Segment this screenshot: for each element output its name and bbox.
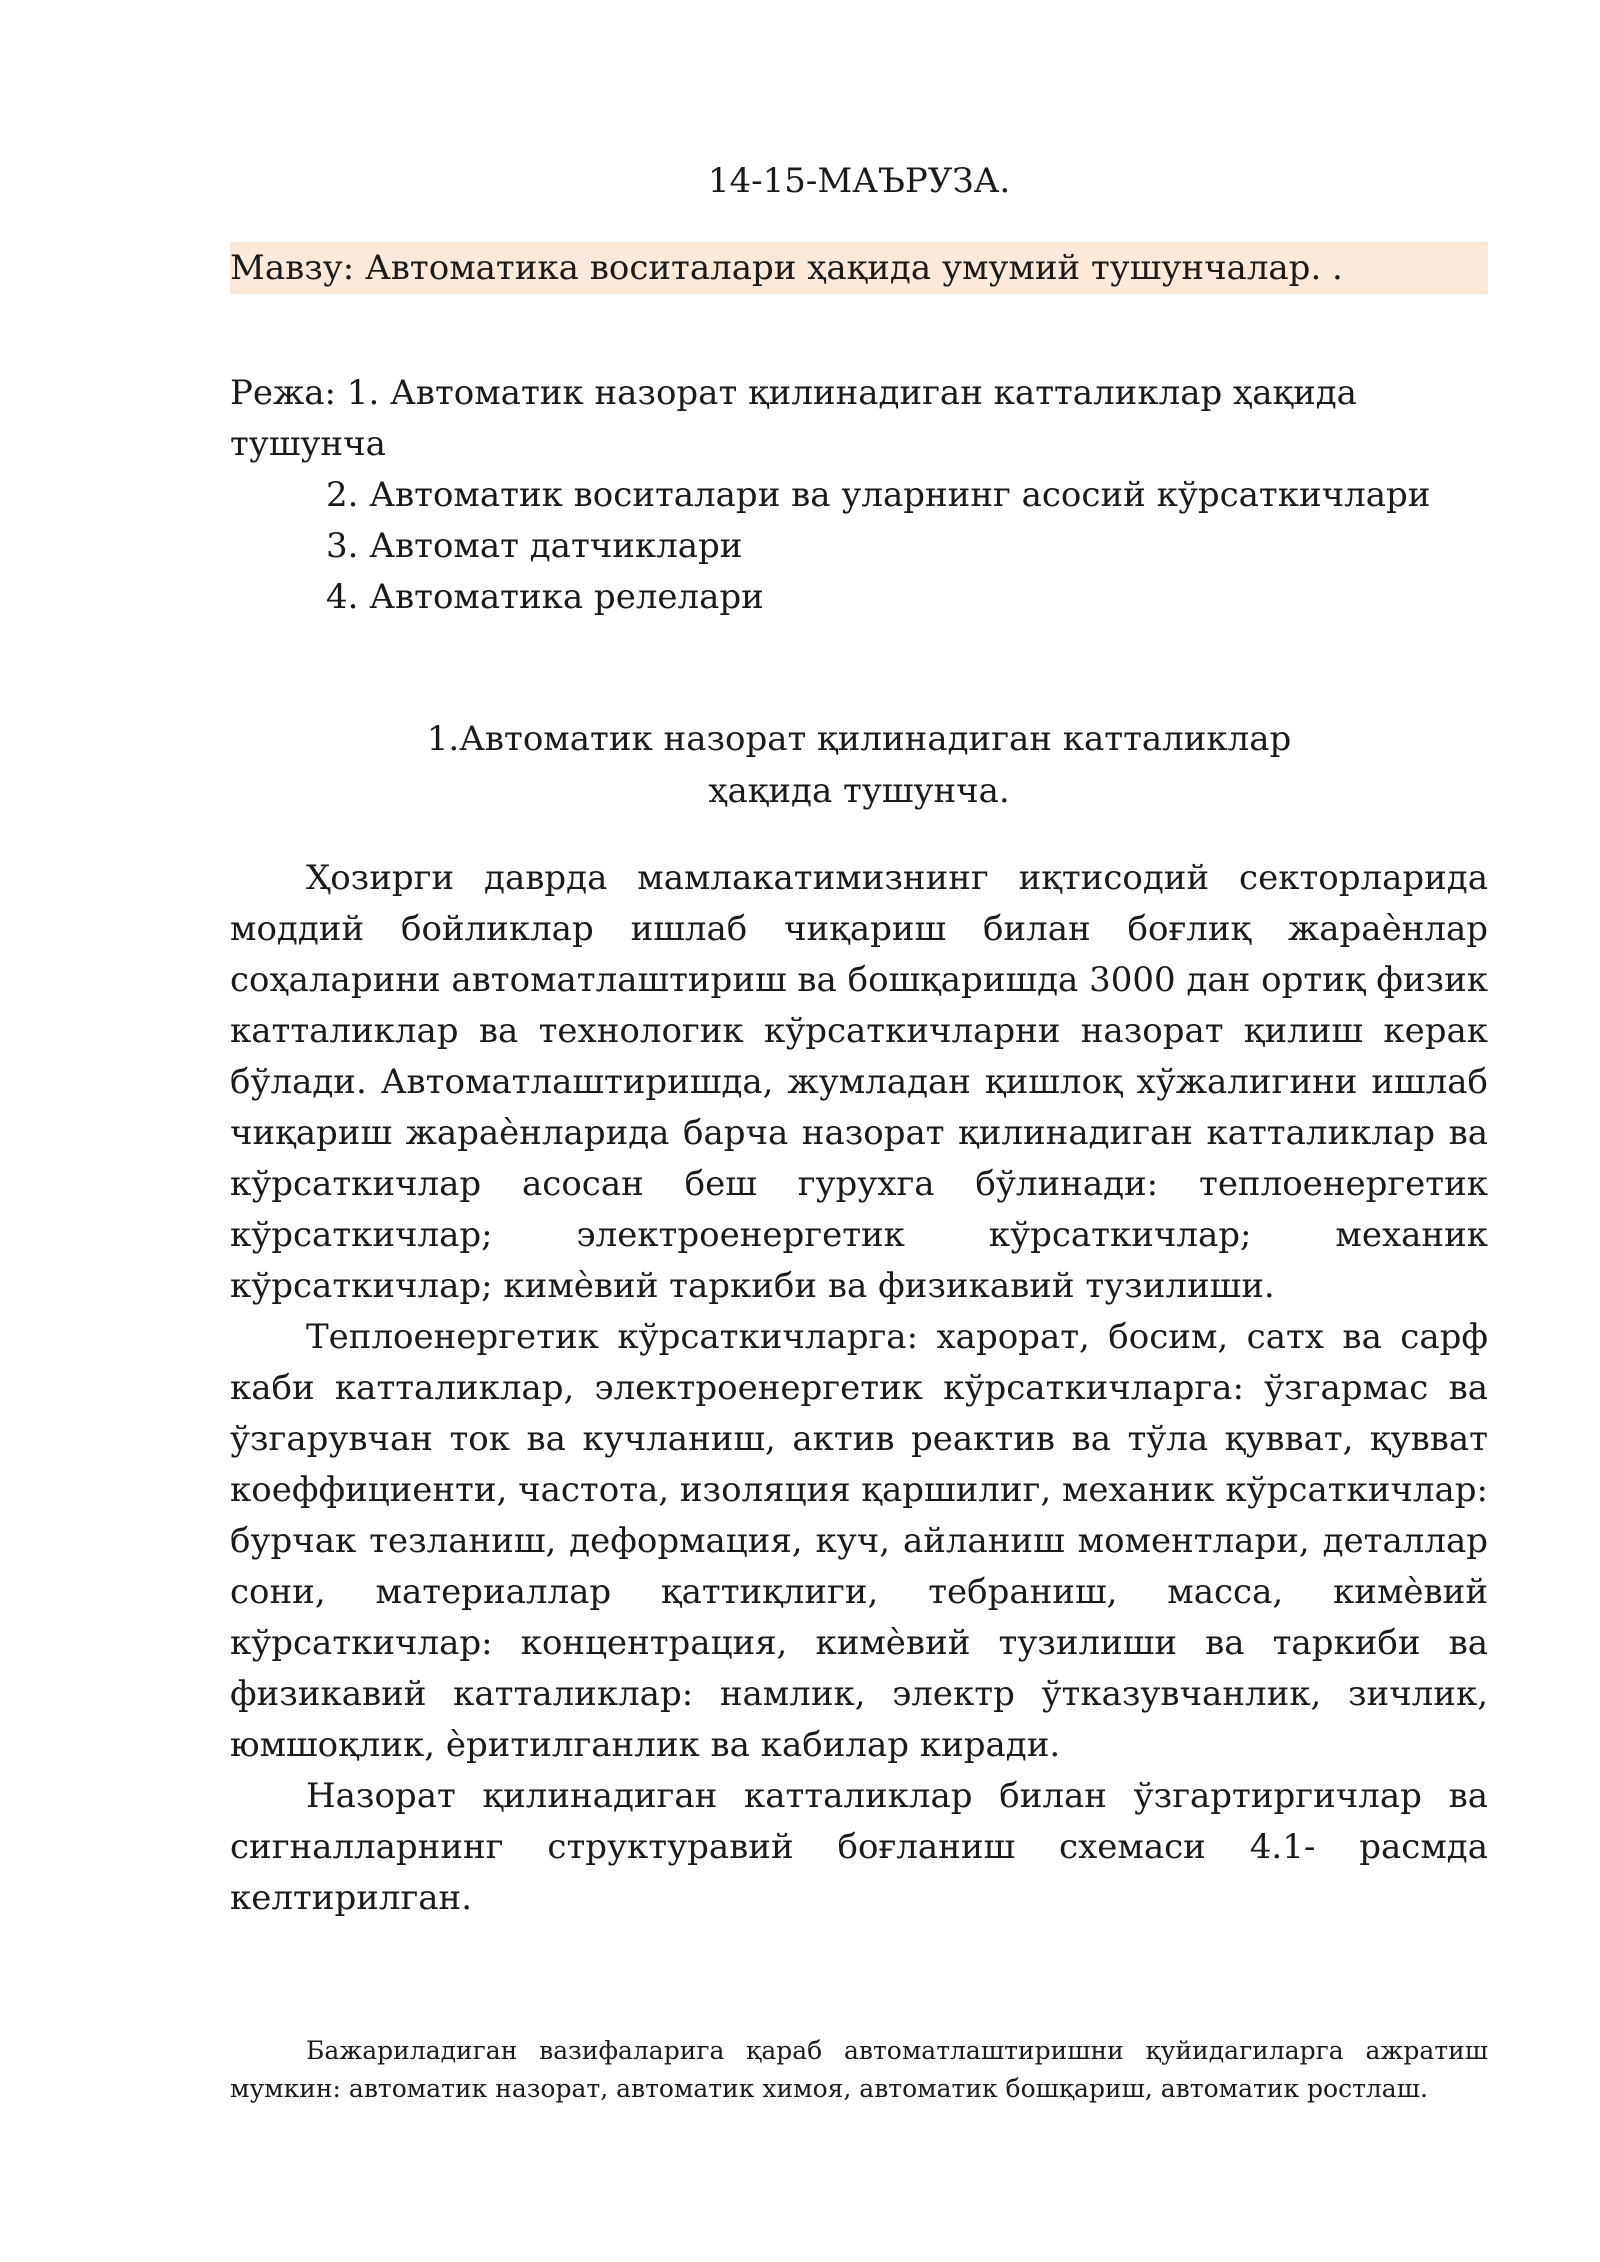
lecture-title: 14-15-МАЪРУЗА. — [707, 161, 1011, 201]
footnote-text: Бажариладиган вазифаларига қараб автоматлаштиришни қуйидагиларга ажратиш мумкин: автоматик назорат, автоматик химоя, автоматик бошқариш, автоматик ростлаш. — [230, 2036, 1488, 2103]
plan-item-2: 2. Автоматик воситалари ва уларнинг асосий кўрсаткичлари — [326, 475, 1431, 515]
section-heading — [230, 713, 1488, 817]
plan-item-3: 3. Автомат датчиклари — [326, 526, 743, 566]
footnote — [230, 2032, 1488, 2108]
section-heading-text: 1.Автоматик назорат қилинадиган катталиклар ҳақида тушунча. — [426, 719, 1292, 811]
body-text — [230, 853, 1488, 1924]
paragraph: Теплоенергетик кўрсаткичларга: харорат, босим, сатх ва сарф каби катталиклар, электроенергетик кўрсаткичларга: ўзгармас ва ўзгарувчан ток ва кучланиш, актив реактив ва тўла қувват, қувват коеффициенти, частота, изоляция қаршилиг, механик кўрсаткичлар: бурчак тезланиш, деформация, куч, айланиш моментлари, деталлар сони, материаллар қаттиқлиги, тебраниш, масса, кимѐвий кўрсаткичлар: концентрация, кимѐвий тузилиши ва таркиби ва физикавий катталиклар: намлик, электр ўтказувчанлик, зичлик, юмшоқлик, ѐритилганлик ва кабилар киради. — [230, 1317, 1488, 1765]
plan-item-1: Режа: 1. Автоматик назорат қилинадиган катталиклар ҳақида тушунча — [230, 373, 1357, 464]
plan-list — [230, 368, 1488, 623]
paragraph: Назорат қилинадиган катталиклар билан ўзгартиргичлар ва сигналларнинг структуравий боғланиш схемаси 4.1- расмда келтирилган. — [230, 1776, 1488, 1918]
topic-line: Мавзу: Автоматика воситалари ҳақида умумий тушунчалар. . — [230, 242, 1488, 294]
paragraph: Ҳозирги даврда мамлакатимизнинг иқтисодий секторларида моддий бойликлар ишлаб чиқариш билан боғлиқ жараѐнлар соҳаларини автоматлаштириш ва бошқаришда 3000 дан ортиқ физик катталиклар ва технологик кўрсаткичларни назорат қилиш керак бўлади. Автоматлаштиришда, жумладан қишлоқ хўжалигини ишлаб чиқариш жараѐнларида барча назорат қилинадиган катталиклар ва кўрсаткичлар асосан беш гурухга бўлинади: теплоенергетик кўрсаткичлар; электроенергетик кўрсаткичлар; механик кўрсаткичлар; кимѐвий таркиби ва физикавий тузилиши. — [230, 858, 1488, 1306]
plan-item-4: 4. Автоматика релелари — [326, 577, 764, 617]
